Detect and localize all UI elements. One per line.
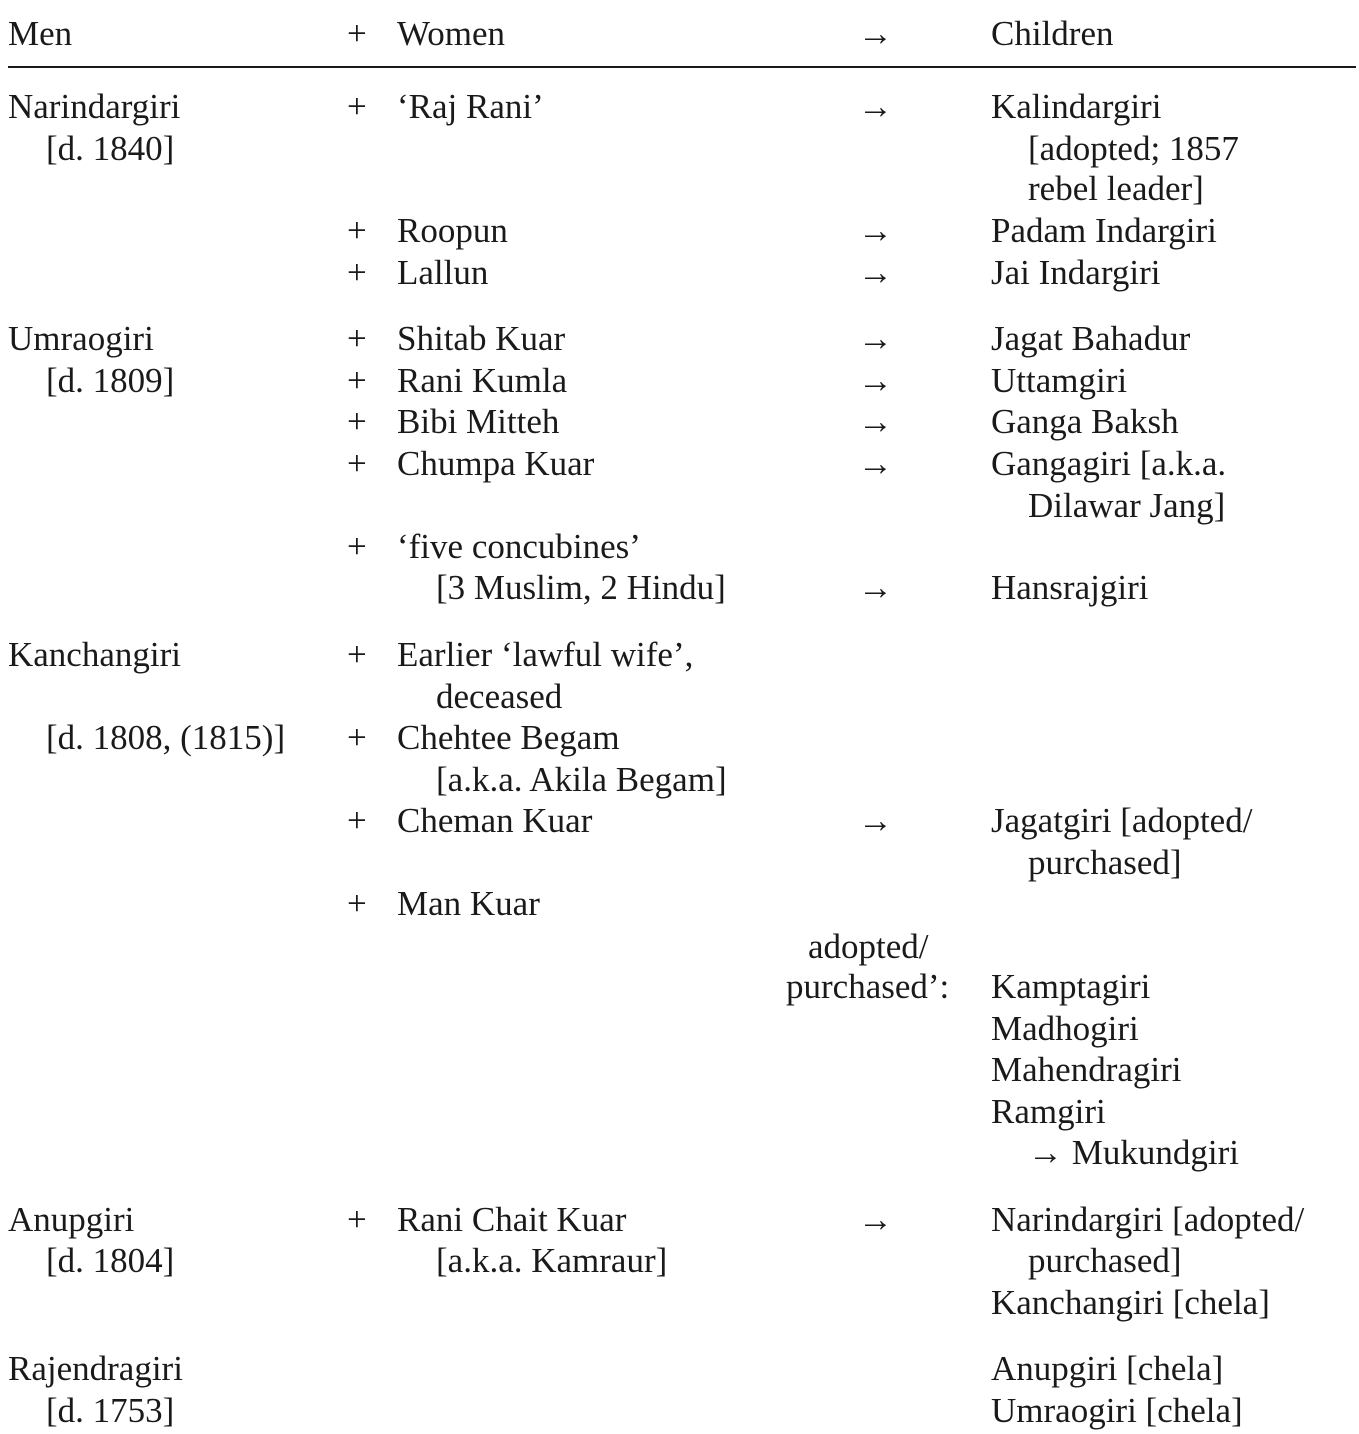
arrow: → — [858, 319, 893, 358]
header-children: Children — [991, 14, 1114, 53]
woman-name: Bibi Mitteh — [397, 402, 560, 441]
woman-note: [a.k.a. Akila Begam] — [436, 760, 727, 799]
child-name: Narindargiri [adopted/ — [991, 1200, 1305, 1239]
child-name: Gangagiri [a.k.a. — [991, 444, 1227, 483]
plus-sign: + — [347, 884, 367, 923]
plus-sign: + — [347, 87, 367, 126]
woman-name: Chehtee Begam — [397, 718, 620, 757]
man-name: Anupgiri — [8, 1200, 135, 1239]
child-name: Kalindargiri — [991, 87, 1162, 126]
woman-name: Shitab Kuar — [397, 319, 566, 358]
woman-name: Chumpa Kuar — [397, 444, 595, 483]
adopted-child: Kamptagiri — [991, 967, 1151, 1006]
child-name: Jagatgiri [adopted/ — [991, 801, 1253, 840]
adopted-child: Mahendragiri — [991, 1050, 1182, 1089]
header-men: Men — [8, 14, 73, 53]
child-name: Padam Indargiri — [991, 211, 1217, 250]
child-name: Uttamgiri — [991, 361, 1128, 400]
arrow: → — [858, 87, 893, 126]
child-name: Jagat Bahadur — [991, 319, 1191, 358]
woman-name: ‘five concubines’ — [397, 527, 641, 566]
woman-name: Rani Chait Kuar — [397, 1200, 627, 1239]
child-note: [adopted; 1857 — [1028, 129, 1239, 168]
arrow: → — [858, 1200, 893, 1239]
child-note: Dilawar Jang] — [1028, 486, 1226, 525]
child-note: rebel leader] — [1028, 169, 1204, 208]
woman-name: Man Kuar — [397, 884, 540, 923]
arrow: → — [858, 568, 893, 607]
adopted-child: Madhogiri — [991, 1009, 1139, 1048]
man-death: [d. 1753] — [46, 1391, 175, 1430]
adopted-child: Ramgiri — [991, 1092, 1106, 1131]
child-name: Anupgiri [chela] — [991, 1349, 1224, 1388]
man-name: Narindargiri — [8, 87, 181, 126]
plus-sign: + — [347, 635, 367, 674]
man-name: Rajendragiri — [8, 1349, 183, 1388]
man-death: [d. 1809] — [46, 361, 175, 400]
header-plus: + — [347, 14, 367, 53]
woman-name: Earlier ‘lawful wife’, — [397, 635, 694, 674]
plus-sign: + — [347, 253, 367, 292]
man-death: [d. 1804] — [46, 1241, 175, 1280]
woman-name: Roopun — [397, 211, 508, 250]
plus-sign: + — [347, 801, 367, 840]
man-death: [d. 1840] — [46, 129, 175, 168]
plus-sign: + — [347, 211, 367, 250]
child-name: Jai Indargiri — [991, 253, 1161, 292]
woman-note: deceased — [436, 677, 563, 716]
child-note: purchased] — [1028, 843, 1182, 882]
arrow: → — [858, 253, 893, 292]
man-name: Umraogiri — [8, 319, 154, 358]
woman-name: Rani Kumla — [397, 361, 568, 400]
child-name: Hansrajgiri — [991, 568, 1149, 607]
arrow: → — [858, 361, 893, 400]
woman-note: [3 Muslim, 2 Hindu] — [436, 568, 726, 607]
plus-sign: + — [347, 361, 367, 400]
child-name: Umraogiri [chela] — [991, 1391, 1243, 1430]
plus-sign: + — [347, 1200, 367, 1239]
adopted-label: adopted/ — [808, 927, 929, 966]
arrow: → — [858, 402, 893, 441]
arrow: → — [858, 801, 893, 840]
man-death: [d. 1808, (1815)] — [46, 718, 286, 757]
man-name: Kanchangiri — [8, 635, 181, 674]
header-women: Women — [397, 14, 505, 53]
woman-note: [a.k.a. Kamraur] — [436, 1241, 668, 1280]
plus-sign: + — [347, 718, 367, 757]
woman-name: ‘Raj Rani’ — [397, 87, 544, 126]
child-name: Kanchangiri [chela] — [991, 1283, 1270, 1322]
header-rule — [8, 66, 1356, 68]
adopted-label: purchased’: — [786, 967, 950, 1006]
plus-sign: + — [347, 444, 367, 483]
grandchild: → Mukundgiri — [1028, 1133, 1239, 1172]
plus-sign: + — [347, 527, 367, 566]
woman-name: Cheman Kuar — [397, 801, 593, 840]
arrow: → — [858, 444, 893, 483]
plus-sign: + — [347, 402, 367, 441]
child-name: Ganga Baksh — [991, 402, 1179, 441]
arrow: → — [858, 211, 893, 250]
plus-sign: + — [347, 319, 367, 358]
woman-name: Lallun — [397, 253, 489, 292]
header-arrow: → — [858, 14, 893, 53]
child-note: purchased] — [1028, 1241, 1182, 1280]
